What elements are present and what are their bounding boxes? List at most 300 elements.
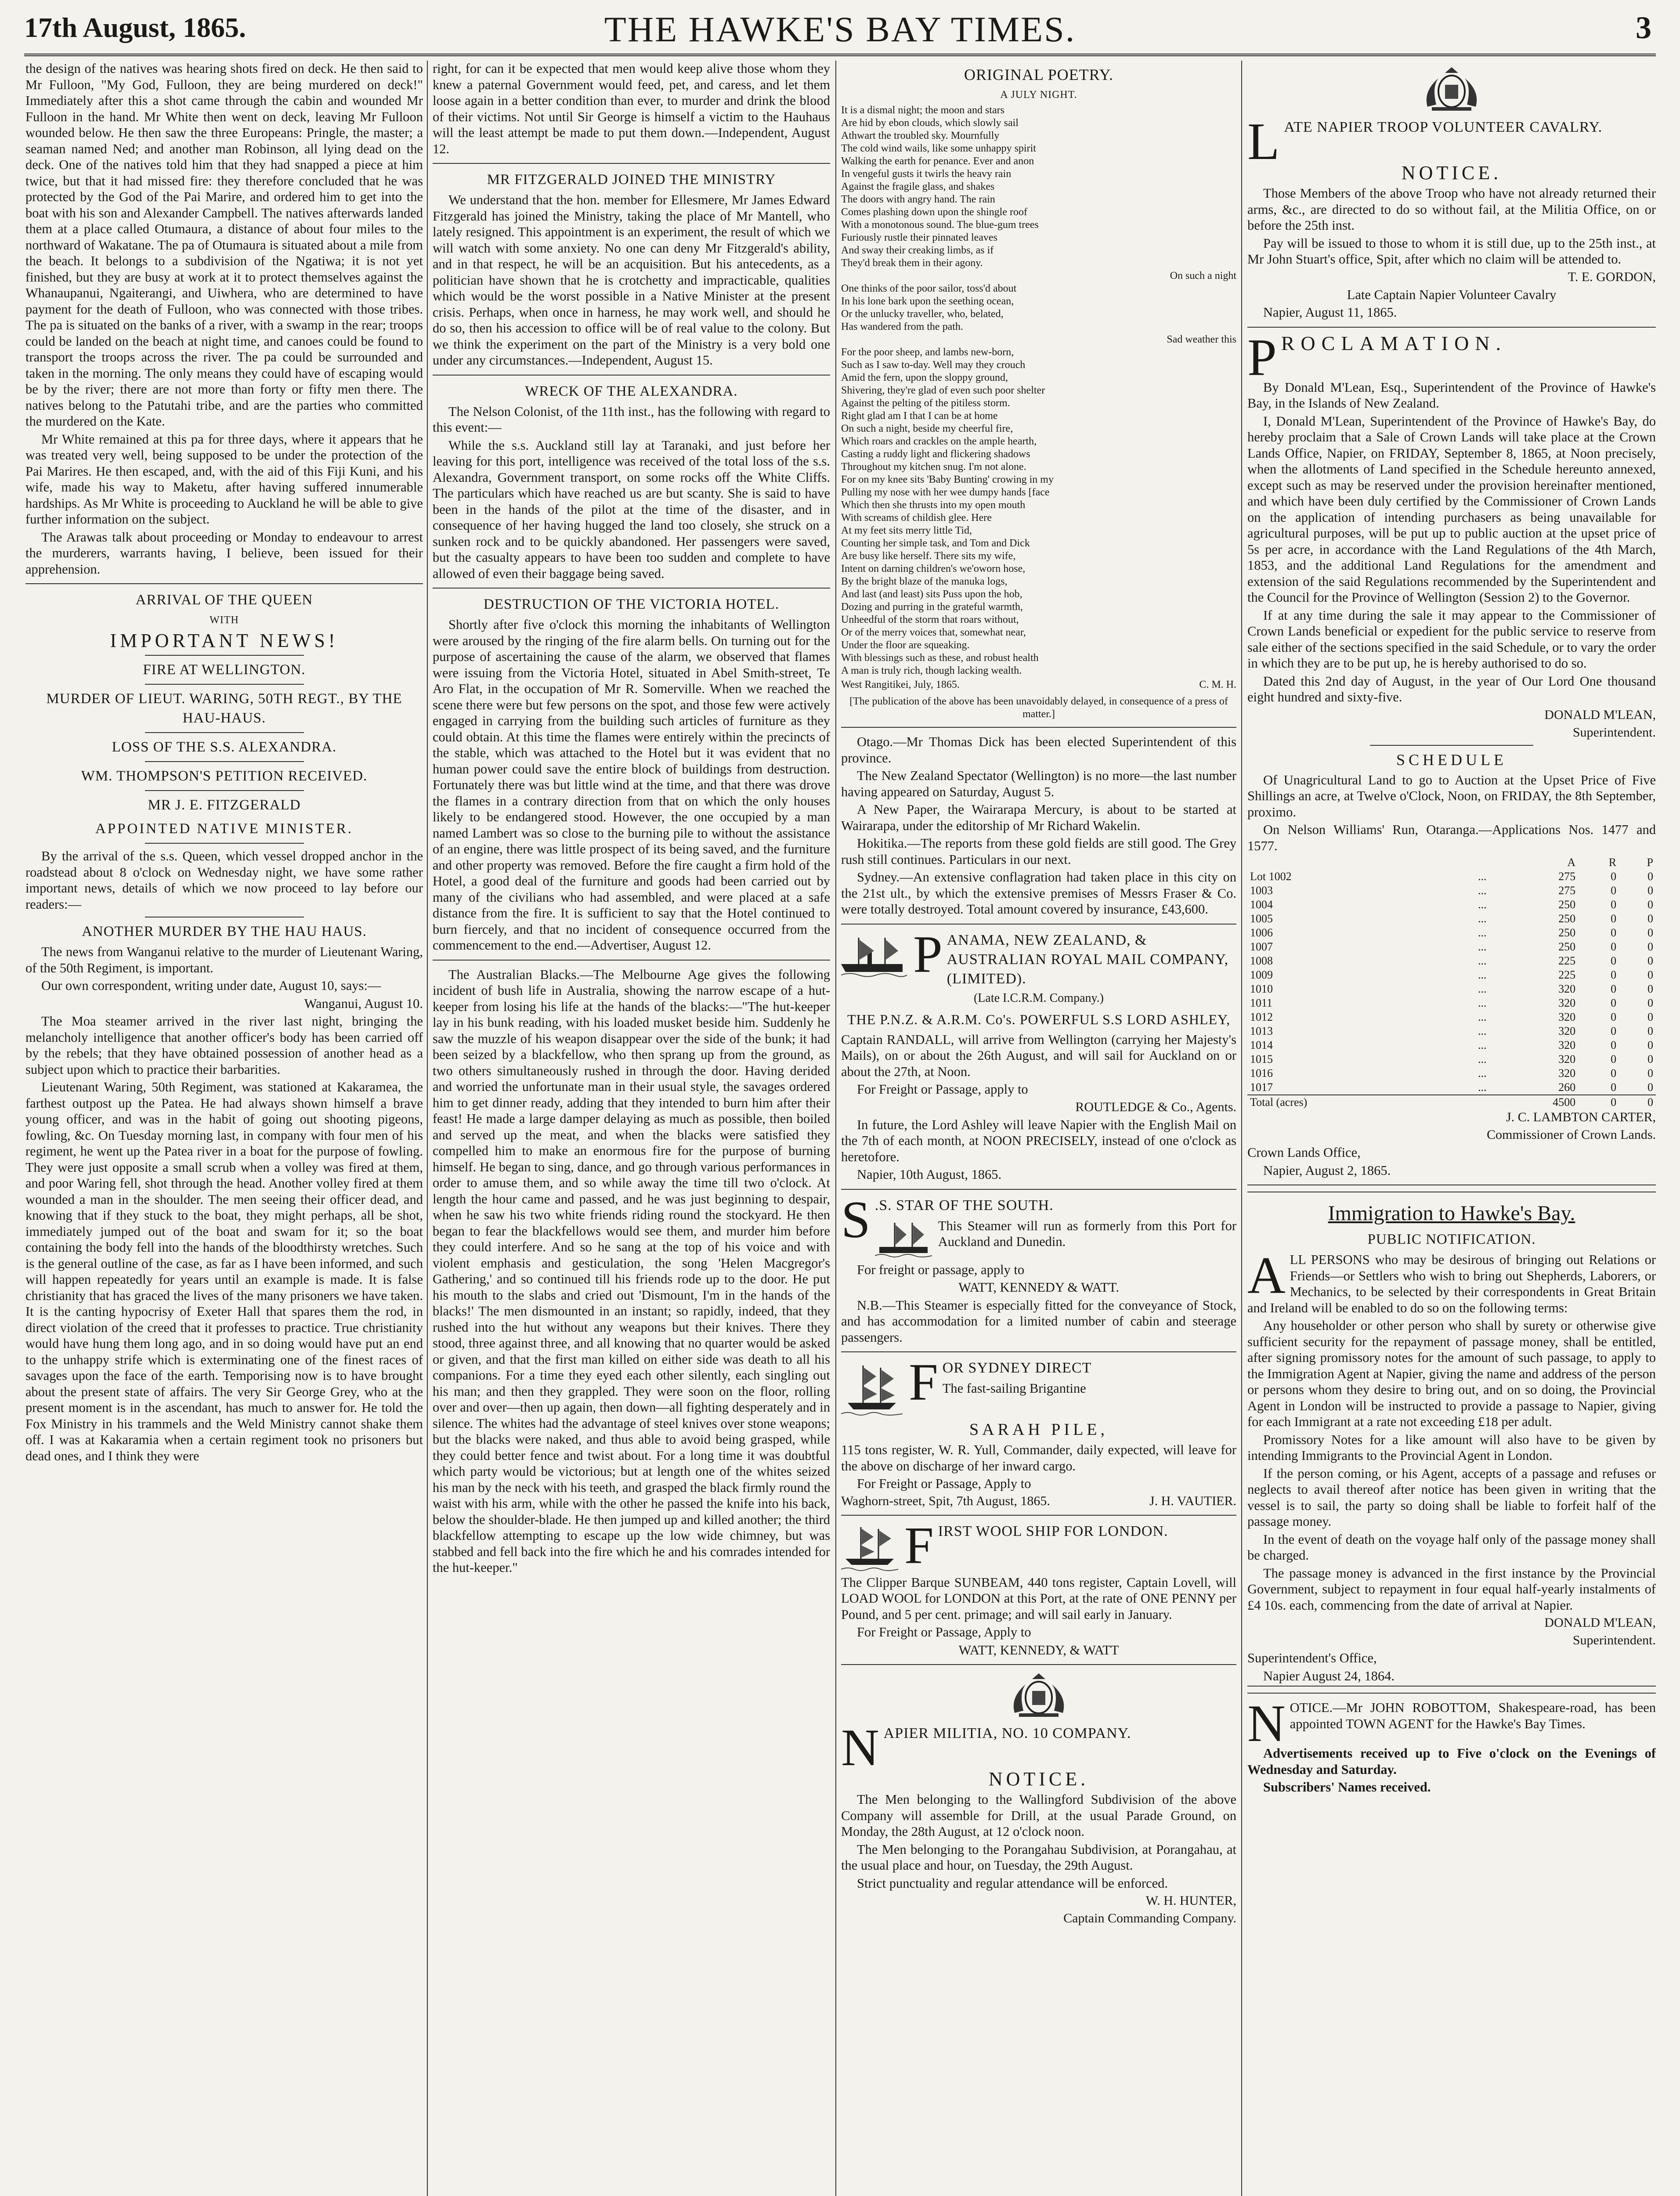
table-cell: 320 [1558,1011,1576,1023]
poem-line: On such a night [1170,270,1236,282]
advertisement-town-agent [1247,1694,1656,1795]
news-item: Hokitika.—The reports from these gold fields are still good. The Grey rush still continues. Particulars in our next. [841,836,1236,867]
table-total-row [1247,1095,1656,1109]
section-divider [25,583,423,584]
ad-signature: Commissioner of Crown Lands. [1487,1127,1656,1142]
table-row [1247,968,1656,982]
ad-text: The Men belonging to the Wallingford Subdivision of the above Company will assemble for Drill, at the usual Parade Ground, on Monday, the 28th August, at 12 o'clock noon. [841,1792,1236,1839]
headline: WM. THOMPSON'S PETITION RECEIVED. [81,768,368,784]
leader-dots: ... [1478,1081,1487,1094]
poem-place: West Rangitikei, July, 1865. [841,679,960,690]
table-cell: 0 [1647,870,1653,883]
column-3 [841,61,1236,2196]
poem-title: A JULY NIGHT. [1000,89,1077,101]
column-rule [1241,61,1242,2196]
headline: FIRE AT WELLINGTON. [143,662,306,678]
ad-text: Any householder or other person who shall by surety or otherwise give sufficient security for the repayment of passage money, shall be entitled, after signing promissory notes for the amount of such passage, to apply to the Immigration Agent at Napier, giving the name and address of the person or persons whom they desire to bring out, and on so doing, the Provincial Agent in London will be instructed to provide a passage to Napier, giving for each Immigrant at a rate not exceeding £18 per adult. [1247,1318,1656,1429]
leader-dots: ... [1478,997,1487,1009]
ad-text: Captain RANDALL, will arrive from Wellington (carrying her Majesty's Mails), on or about the 26th August, and will sail for Auckland on or about the 27th, at Noon. [841,1032,1236,1079]
headline: WRECK OF THE ALEXANDRA. [525,383,738,399]
ad-notice: NOTICE. [1401,162,1502,184]
ad-text: Crown Lands Office, [1247,1145,1361,1160]
poem-line: Intent on darning children's we'oworn hose, [841,563,1026,574]
poem-line: Casting a ruddy light and flickering shadows [841,448,1030,460]
poem-line: One thinks of the poor sailor, toss'd about [841,283,1017,294]
poem-line: Which roars and crackles on the ample hearth, [841,436,1037,447]
section-divider [433,960,830,961]
table-row [1247,870,1656,884]
table-row [1247,1066,1656,1080]
table-cell: 0 [1611,1025,1617,1037]
ad-text: The Men belonging to the Porangahau Subdivision, at Porangahau, at the usual place and hour, on Tuesday, the 29th August. [841,1842,1236,1873]
ad-text: If the person coming, or his Agent, accepts of a passage and refuses or neglects to avail thereof after notice has been given in writing that the vessel is to sail, the party so doing shall be liable to forfeit half of the passage money. [1247,1466,1656,1529]
ad-text: Of Unagricultural Land to go to Auction at the Upset Price of Five Shillings an acre, at Twelve o'Clock, Noon, on FRIDAY, the 8th September, proximo. [1247,772,1656,820]
ad-text: Pay will be issued to those to whom it is still due, up to the 25th inst., at Mr John Stuart's office, Spit, after which no claim will be attended to. [1247,235,1656,267]
poem-line: And sway their creaking limbs, as if [841,245,994,256]
article-paragraph: right, for can it be expected that men would keep alive those whom they knew a paternal Government would feed, pet, and caress, and let them loose again in a better condition than ever, to murder and drink the blood of their victims. Not until Sir George is himself a victim to the Hauhaus will the least attempt be made to put them down.—Independent, August 12. [433,61,830,156]
poem-line: Or the unlucky traveller, who, belated, [841,308,1004,320]
poem-line: In vengeful gusts it twirls the heavy rain [841,168,1012,180]
column-rule [835,61,836,2196]
editor-note: [The publication of the above has been unavoidably delayed, in consequence of a press of matter.] [849,696,1228,720]
leader-dots: ... [1478,1039,1487,1051]
table-cell: 0 [1611,1053,1617,1065]
advertisement-troop [1247,65,1656,321]
column-rule [427,61,428,2196]
column-4 [1247,61,1656,2196]
schedule-table [1247,856,1656,1109]
poem-line: Athwart the troubled sky. Mournfully [841,130,1000,141]
table-row [1247,1080,1656,1095]
leader-dots: ... [1478,912,1487,925]
article-paragraph: While the s.s. Auckland still lay at Taranaki, and just before her leaving for this port, intelligence was received of the total loss of the s.s. Alexandra, Government transport, on some rocks off the White Cliffs. The particulars which have reached us are but scanty. She is said to have been in the hands of the pilot at the time of the disaster, and in consequence of her having hugged the land too closely, she struck on a sunken rock and to be quickly abandoned. Her passengers were saved, but the casualty appears to have been too sudden and complete to have allowed of even their baggage being saved. [433,437,830,581]
table-cell: 0 [1647,926,1653,939]
leader-dots: ... [1478,1053,1487,1065]
table-cell: Lot 1002 [1250,870,1292,883]
ad-text: Dated this 2nd day of August, in the year of Our Lord One thousand eight hundred and sixty-five. [1247,673,1656,704]
ad-headline: Immigration to Hawke's Bay. [1328,1202,1575,1225]
table-cell: 260 [1558,1081,1576,1094]
sailing-ship-icon [841,1524,898,1573]
article-paragraph: the design of the natives was hearing shots fired on deck. He then said to Mr Fulloon, "My God, Fulloon, they are being murdered on deck!" Immediately after this a shot came through the cabin and wounded Mr Fulloon in the hand. Mr White then went on deck, leaving Mr Fulloon wounded below. He then saw the three Europeans: Pringle, the master; a seaman named Ned; and another man Robinson, all lying dead on the deck. One of the natives told him that they had snapped a piece at him twice, but that it had missed fire: they therefore concluded that he was protected by the God of the Pai Marire, and ordered him to get into the boat with his son and Alexander Campbell. The natives afterwards landed them at a place called Otumaura, a distance of about four miles to the northward of Wakatane. The pa of Otumaura is situated about a mile from the beach. It belongs to a subdivision of the Ngatiwa; it is not yet finished, but they are busy at work at it to protect themselves against the Whanaupanui, Ngaiterangi, and Uiwhera, who are determined to have payment for the death of Fulloon, who was connected with those tribes. The pa is situated on the banks of a river, with a swamp in the rear; troops could be landed on the beach at night time, and canoes could be found to transport the troops across the river. The pa could be surrounded and taken in the morning. The only means they could have of escaping would be by the river; there are not more than forty or fifty men there. The natives belong to the Patutahi tribe, and are the parties who committed the murdered on the Kate. [25,61,423,429]
ad-ship-name: SARAH PILE, [969,1420,1109,1439]
ad-notice: NOTICE. [988,1768,1089,1790]
dateline: Wanganui, August 10. [304,996,423,1011]
poem-line: Are hid by ebon clouds, which slowly sail [841,117,1019,129]
ship-icon [875,1221,932,1260]
ad-agent: J. H. VAUTIER. [1149,1493,1236,1508]
article-paragraph: Shortly after five o'clock this morning the inhabitants of Wellington were aroused by the ringing of the fire alarm bells. On turning out for the purpose of ascertaining the cause of the alarm, we observed that flames were issuing from the Victoria Hotel, situated in Abel Smith-street, Te Aro Flat, in the occupation of Mr R. Somerville. When we reached the scene there were but few persons on the spot, and those few were actively engaged in carrying from the building such articles of furniture as they could obtain. At this time the flames were entirely within the precincts of the stable, which was attached to the Hotel but it was evident that no human power could save the entire block of buildings from destruction. Fortunately there was but little wind at the time, and that there was drove the flames in a contrary direction from that on which the only houses likely to be endangered stood. However, the one occupied by a man named Lambert was so close to the burning pile to without the assistance of an engine, there was little prospect of its being saved, and the furniture and other property was removed. Before the fire caught a firm hold of the Hotel, a good deal of the furniture and goods had been carried out by many of the civilians who had assembled, and were placed at a safe distance from the fire. It is sufficient to say that the Hotel continued to burn fiercely, and that no incident of consequence occurred from the commencement to the end.—Advertiser, August 12. [433,617,830,953]
page-number: 3 [1636,10,1651,45]
table-cell: 0 [1611,926,1617,939]
ad-text: 115 tons register, W. R. Yull, Commander, daily expected, will leave for the above on discharge of her inward cargo. [841,1442,1236,1474]
advertisement-wool [841,1516,1236,1658]
table-cell: 1011 [1250,997,1273,1009]
poem-line: Furiously rustle their pinnated leaves [841,232,997,243]
poem-line: Which then she thrusts into my open mouth [841,499,1026,511]
ad-text: OTICE.—Mr JOHN ROBOTTOM, Shakespeare-road, has been appointed TOWN AGENT for the Hawke's Bay Times. [1290,1700,1656,1731]
issue-date: 17th August, 1865. [24,12,246,43]
poem-line: Counting her simple task, and Tom and Dick [841,538,1030,549]
dropcap-p: P [913,925,943,983]
poem-line: For on my knee sits 'Baby Bunting' crowing in my [841,474,1054,485]
table-cell: 0 [1611,940,1617,953]
section-divider [841,1189,1236,1190]
table-cell: 1006 [1250,926,1273,939]
table-cell: 1017 [1250,1081,1273,1094]
section-divider [1247,1693,1656,1694]
headline: IMPORTANT NEWS! [110,630,339,651]
poem-line: With a monotonous sound. The blue-gum trees [841,219,1039,231]
divider [145,790,304,791]
table-row [1247,926,1656,940]
table-cell: 1004 [1250,898,1273,911]
ad-signature: W. H. HUNTER, [1145,1893,1236,1908]
advertisement-sydney [841,1353,1236,1509]
royal-crest-icon [1006,1671,1072,1719]
ad-text: Strict punctuality and regular attendance will be enforced. [857,1875,1168,1891]
advertisement-star [841,1190,1236,1346]
table-cell: Total (acres) [1250,1096,1308,1109]
poem-line: Shivering, they're glad of even such poor shelter [841,385,1045,396]
ad-text: For Freight or Passage, Apply to [857,1476,1031,1491]
news-item: Sydney.—An extensive conflagration had taken place in this city on the 21st ult., by which the extensive premises of Messrs Fraser & Co. were totally destroyed. Total amount covered by insurance, £43,600. [841,870,1236,917]
poem-line: For the poor sheep, and lambs new-born, [841,347,1014,358]
ad-headline: OR SYDNEY DIRECT [942,1360,1092,1376]
poem-line: They'd break them in their agony. [841,257,983,269]
poem-line: With screams of childish glee. Here [841,512,992,524]
column-header: R [1608,856,1617,869]
table-cell: 1007 [1250,940,1273,953]
news-item: The New Zealand Spectator (Wellington) is no more—the last number having appeared on Saturday, August 5. [841,768,1236,799]
poem-line: Are busy like herself. There sits my wife, [841,550,1016,562]
poem [841,104,1236,677]
table-cell: 1003 [1250,884,1273,897]
leader-dots: ... [1478,954,1487,967]
table-cell: 1008 [1250,954,1273,967]
ad-text: In the event of death on the voyage half only of the passage money shall be charged. [1247,1531,1656,1563]
ad-signature: T. E. GORDON, [1568,269,1656,284]
dropcap-n: N [1247,1694,1286,1752]
proclamation [1247,328,1656,1179]
ad-text: This Steamer will run as formerly from this Port for Auckland and Dunedin. [938,1218,1236,1249]
ad-text: The Clipper Barque SUNBEAM, 440 tons register, Captain Lovell, will LOAD WOOL for LONDON at this Port, at the rate of ONE PENNY per Pound, and 5 per cent. primage; and will sail early in January. [841,1575,1236,1622]
divider [1370,745,1533,746]
poem-line: Throughout my kitchen snug. I'm not alone. [841,461,1026,473]
headline: DESTRUCTION OF THE VICTORIA HOTEL. [484,596,779,612]
table-cell: 250 [1558,926,1576,939]
table-row [1247,912,1656,926]
ad-text: N.B.—This Steamer is especially fitted for the conveyance of Stock, and has accommodation for a limited number of cabin and steerage passengers. [841,1297,1236,1345]
divider [145,761,304,762]
ad-text: If at any time during the sale it may appear to the Commissioner of Crown Lands beneficial or expedient for the public service to reserve from sale either of the sections specified in the said Schedule, or to vary the order in which they are to be put up, he is hereby authorised to do so. [1247,607,1656,671]
ad-signature: J. C. LAMBTON CARTER, [1506,1110,1656,1124]
ad-headline: .S. STAR OF THE SOUTH. [874,1197,1054,1214]
poem-line: It is a dismal night; the moon and stars [841,105,1004,116]
column-1 [25,61,423,2196]
leader-dots: ... [1478,1011,1487,1023]
table-cell: 0 [1647,1039,1653,1051]
table-cell: 0 [1611,954,1617,967]
table-cell: 320 [1558,1067,1576,1080]
news-item: A New Paper, the Wairarapa Mercury, is about to be started at Wairarapa, under the editorship of Mr Richard Wakelin. [841,802,1236,833]
ad-text: Superintendent's Office, [1247,1651,1377,1665]
table-cell: 1014 [1250,1039,1273,1051]
ad-headline: ATE NAPIER TROOP VOLUNTEER CAVALRY. [1284,119,1603,135]
ad-text: In future, the Lord Ashley will leave Napier with the English Mail on the 7th of each month, at NOON PRECISELY, instead of one o'clock as heretofore. [841,1117,1236,1164]
section-divider [1247,327,1656,328]
article-paragraph: Lieutenant Waring, 50th Regiment, was stationed at Kakaramea, the farthest outpost up the Patea. He had always shown himself a brave young officer, and was in the habit of going out shooting pigeons, fowling, &c. On Tuesday morning last, in company with four men of his regiment, he went up the Patea river in a boat for the purpose of fowling. They were just opposite a small scrub when a volley was fired at them, and poor Waring fell, shot through the head. Another volley fired at them wounded a man in the shoulder. The men seeing their officer dead, and knowing that if they stuck to the boat, they might perhaps, all be shot, immediately jumped out of the boat and swam for it; so the boat containing the body fell into the hands of the bloodthirsty wretches. Such is the general outline of the case, as far as I have been informed, and such will happen repeatedly for years until an example is made. It is false christianity that has graced the lives of the many prisoners we have taken. It is the canting hypocrisy of Exeter Hall that spares them the rod, in direct violation of the creed that it professes to practice. True christianity would have hung them long ago, and in so doing would have put an end to the unhappy strife which is exterminating one of the finest races of savages upon the face of the earth. Temporising now is to have brought about the present state of affairs. The very Sir George Grey, who at the present moment is in the ascendant, has much to answer for. He told the Fox Ministry in his trammels and the Weld Ministry cannot shake them off. I was at Kakaramia when a certain regiment took no prisoners but dead ones, and I think they were [25,1080,423,1463]
table-cell: 0 [1611,912,1617,925]
ad-text: For Freight or Passage, apply to [857,1082,1028,1097]
table-cell: 0 [1647,968,1653,981]
leader-dots: ... [1478,940,1487,953]
ad-text: Advertisements received up to Five o'clock on the Evenings of Wednesday and Saturday. [1247,1746,1656,1777]
ad-headline: ROCLAMATION. [1281,332,1507,354]
ad-ship-name: THE P.N.Z. & A.R.M. Co's. POWERFUL S.S LORD ASHLEY, [847,1011,1230,1027]
poem-line: The cold wind wails, like some unhappy spirit [841,143,1036,154]
table-cell: 0 [1611,1096,1617,1109]
poem-signature: C. M. H. [1199,679,1236,690]
leader-dots: ... [1478,982,1487,995]
royal-crest-icon [1419,65,1485,113]
ad-agent: WATT, KENNEDY & WATT. [958,1280,1119,1295]
table-cell: 0 [1611,870,1617,883]
table-cell: 0 [1647,1053,1653,1065]
ad-agent: ROUTLEDGE & Co., Agents. [1075,1099,1236,1114]
ad-date: Napier August 24, 1864. [1263,1668,1395,1683]
poem-line: In his lone bark upon the seething ocean, [841,296,1014,307]
table-cell: 1009 [1250,968,1273,981]
table-cell: 320 [1558,1025,1576,1037]
table-row [1247,954,1656,968]
leader-dots: ... [1478,926,1487,939]
ad-headline: IRST WOOL SHIP FOR LONDON. [938,1523,1168,1539]
table-cell: 275 [1558,884,1576,897]
table-cell: 0 [1611,982,1617,995]
headline: ANOTHER MURDER BY THE HAU HAUS. [82,924,367,939]
headline: ORIGINAL POETRY. [964,66,1114,83]
table-row [1247,1024,1656,1038]
ad-signature: Captain Commanding Company. [1063,1911,1236,1925]
dropcap-p: P [1247,328,1277,386]
column-header: P [1647,856,1653,869]
table-cell: 0 [1647,940,1653,953]
article-paragraph: The Nelson Colonist, of the 11th inst., has the following with regard to this event:— [433,404,830,435]
table-cell: 250 [1558,898,1576,911]
ad-signature: Superintendent. [1572,725,1656,740]
poem-line: Unheedful of the storm that roars without, [841,614,1019,625]
ad-signature: DONALD M'LEAN, [1544,1615,1656,1630]
table-cell: 0 [1611,968,1617,981]
poem-line: Or of the merry voices that, somewhat near, [841,627,1026,638]
poem-line: Against the pelting of the pitiless storm. [841,397,1010,409]
poem-line: A man is truly rich, though lacking wealth. [841,665,1022,676]
poem-line: Walking the earth for penance. Ever and anon [841,155,1034,167]
poem-line: Dozing and purring in the grateful warmth, [841,601,1023,613]
poem-line: Such as I saw to-day. Well may they crouch [841,359,1026,371]
ad-address: Waghorn-street, Spit, 7th August, 1865. [841,1493,1050,1508]
table-cell: 0 [1647,997,1653,1009]
table-cell: 1005 [1250,912,1273,925]
poem-line: On such a night, beside my cheerful fire, [841,423,1013,434]
table-cell: 0 [1647,912,1653,925]
ad-text: Promissory Notes for a like amount will also have to be given by intending Immigrants to the Provincial Agent in London. [1247,1432,1656,1463]
ad-footer [841,1494,1236,1509]
table-cell: 0 [1611,1039,1617,1051]
divider [145,655,304,656]
table-cell: 0 [1647,1025,1653,1037]
table-cell: 0 [1611,1081,1617,1094]
section-divider [841,1351,1236,1352]
poem-line: Sad weather this [1167,334,1236,345]
poem-line: The doors with angry hand. The rain [841,194,995,205]
advertisement-panama [841,925,1236,1183]
poem-footer [841,679,1236,691]
divider [145,684,304,685]
ad-text: The passage money is advanced in the first instance by the Provincial Government, subject to repayment in four equal half-yearly instalments of £4 10s. each, commencing from the date of arrival at Napier. [1247,1565,1656,1613]
leader-dots: ... [1478,870,1487,883]
poem-line: By the bright blaze of the manuka logs, [841,576,1008,587]
leader-dots: ... [1478,884,1487,897]
column-header: A [1567,856,1576,869]
section-divider [433,375,830,376]
table-cell: 0 [1611,884,1617,897]
poem-line: Amid the fern, upon the sloppy ground, [841,372,1008,383]
poem-line: Pulling my nose with her wee dumpy hands [face [841,487,1050,498]
headline: WITH [210,614,239,626]
ad-text: LL PERSONS who may be desirous of bringing out Relations or Friends—or Settlers who wish to bring out Shepherds, Laborers, or Mechanics, to be selected by their correspondents in Great Britain and Ireland will be enabled to do so on the following terms: [1247,1252,1656,1315]
dropcap-f: F [909,1353,938,1411]
table-cell: 0 [1647,1067,1653,1080]
table-cell: 0 [1647,1081,1653,1094]
table-cell: 1012 [1250,1011,1273,1023]
table-cell: 0 [1647,1011,1653,1023]
ad-text: On Nelson Williams' Run, Otaranga.—Applications Nos. 1477 and 1577. [1247,822,1656,853]
section-divider [433,588,830,589]
dropcap-f: F [904,1516,934,1575]
article-paragraph: The Arawas talk about proceeding or Monday to endeavour to arrest the murderers, warrants having, I believe, been issued for their apprehension. [25,529,423,577]
ad-headline: ANAMA, NEW ZEALAND, & AUSTRALIAN ROYAL MAIL COMPANY, (LIMITED). [947,932,1229,987]
table-cell: 0 [1647,898,1653,911]
table-cell: 320 [1558,1053,1576,1065]
ad-headline: APIER MILITIA, NO. 10 COMPANY. [883,1725,1131,1741]
masthead [24,5,1656,56]
table-cell [1445,1095,1489,1109]
leader-dots: ... [1478,1025,1487,1037]
article-paragraph: Mr White remained at this pa for three days, where it appears that he was treated very well, being supposed to be under the protection of the Pai Marires. He then escaped, and, with the aid of this Fiji Kuni, and his wife, made his way to Maketu, after having suffered innumerable hardships. As Mr White is proceeding to Auckland he will be able to give further information on the subject. [25,431,423,527]
table-cell: 320 [1558,982,1576,995]
ad-signature: Superintendent. [1572,1633,1656,1647]
section-divider [433,163,830,164]
dropcap-a: A [1247,1246,1286,1304]
table-cell: 225 [1558,968,1576,981]
advertisement-immigration [1247,1192,1656,1687]
table-row [1247,1038,1656,1052]
table-cell: 0 [1647,884,1653,897]
ad-date: Napier, August 2, 1865. [1263,1163,1391,1178]
table-cell: 1015 [1250,1053,1273,1065]
headline: MR FITZGERALD JOINED THE MINISTRY [487,172,776,188]
sailing-ship-icon [841,1361,903,1418]
poem-line: And last (and least) sits Puss upon the hob, [841,589,1022,600]
headline: ARRIVAL OF THE QUEEN [135,592,313,608]
news-item: Otago.—Mr Thomas Dick has been elected Superintendent of this province. [841,734,1236,766]
schedule-heading: SCHEDULE [1396,751,1507,769]
table-cell: 0 [1647,954,1653,967]
table-cell: 1013 [1250,1025,1273,1037]
table-cell: 320 [1558,997,1576,1009]
leader-dots: ... [1478,968,1487,981]
poem-line: Comes plashing down upon the shingle roof [841,206,1027,218]
table-cell: 1016 [1250,1067,1273,1080]
ad-date: Napier, August 11, 1865. [1263,305,1397,320]
poem-line: With blessings such as these, and robust health [841,652,1039,664]
article-paragraph: We understand that the hon. member for Ellesmere, Mr James Edward Fitzgerald has joined the Ministry, taking the place of Mr Mantell, who lately resigned. This appointment is an experiment, the result of which we will watch with some anxiety. No one can deny Mr Fitzgerald's ability, and in that respect, he will be an acquisition. But his antecedents, as a politician have shown that he is crotchetty and impracticable, qualities which would be the worst possible in a Native Minister at the present crisis. Perhaps, when once in harness, he may work well, and should he do so, then his accession to office will be of real value to the colony. But we think the experiment on the part of the Ministry is a very bold one under any circumstances.—Independent, August 15. [433,192,830,368]
table-cell: 225 [1558,954,1576,967]
divider [145,843,304,844]
article-paragraph: The news from Wanganui relative to the murder of Lieutenant Waring, of the 50th Regiment, is important. [25,944,423,975]
table-cell: 275 [1558,870,1576,883]
dropcap-l: L [1247,112,1280,170]
leader-dots: ... [1478,1067,1487,1080]
leader-dots: ... [1478,898,1487,911]
dropcap-n: N [841,1718,879,1777]
table-cell: 250 [1558,940,1576,953]
table-row [1247,1052,1656,1066]
headline: APPOINTED NATIVE MINISTER. [95,821,354,837]
poem-line: Has wandered from the path. [841,321,963,332]
table-cell: 4500 [1553,1096,1576,1109]
column-2 [433,61,830,2196]
headline: MR J. E. FITZGERALD [148,797,301,813]
section-divider [841,924,1236,925]
ad-text: I, Donald M'Lean, Superintendent of the Province of Hawke's Bay, do hereby proclaim that a Sale of Crown Lands will take place at the Crown Lands Office, Napier, on FRIDAY, September 8, 1865, at Noon precisely, when the allotments of Land specified in the Schedule hereunto annexed, except such as may be reserved under the provision hereinafter mentioned, and which have been duly certified by the Commissioner of Crown Lands on the application of intending purchasers as being unavailable for agricultural purposes, will be put up to public auction at the upset price of 5s per acre, in accordance with the Land Regulations of the 4th March, 1853, and the additional Land Regulations for the amendment and extension of the said Regulations recommended by the Superintendent and the Council for the Province of Wellington (Session 2) to the Governor. [1247,413,1656,605]
dropcap-s: S [841,1190,871,1249]
table-row [1247,940,1656,954]
ad-text: For Freight or Passage, Apply to [857,1625,1031,1640]
table-row [1247,996,1656,1010]
advertisement-militia [841,1671,1236,1926]
table-row [1247,898,1656,912]
section-divider [841,1515,1236,1516]
table-cell: 0 [1611,1067,1617,1080]
ad-date: Napier, 10th August, 1865. [857,1167,1002,1182]
ad-text: By Donald M'Lean, Esq., Superintendent of the Province of Hawke's Bay, in the Islands of New Zealand. [1247,379,1656,411]
table-row [1247,884,1656,898]
poem-line: Under the floor are squeaking. [841,639,970,651]
article-paragraph: Our own correspondent, writing under date, August 10, says:— [41,978,381,993]
table-cell: 0 [1647,982,1653,995]
table-cell: 0 [1611,997,1617,1009]
article-paragraph: The Moa steamer arrived in the river last night, bringing the melancholy intelligence that another officer's body has been carried off by the rebels; that they have obtained possession of another head as a subject upon which to practice their barbarities. [25,1014,423,1077]
section-divider [841,727,1236,728]
table-row [1247,982,1656,996]
article-paragraph: The Australian Blacks.—The Melbourne Age gives the following incident of bush life in Australia, showing the narrow escape of a hut-keeper from losing his life at the hands of the blacks:—"The hut-keeper lay in his bunk reading, with his loaded musket beside him. Suddenly he saw the muzzle of his weapon disappear over the side of the bunk; it had been seized by a blackfellow, who then sprang up from the ground, as two others simultaneously rushed in through the door. Having derided and worried the unfortunate man in their usual style, the savages ordered him to get dinner ready, adding that they intended to burn him after their feast! He made a large damper delaying as much as possible, then boiled and served up the meat, and when the blacks were satisfied they compelled him to make an enormous fire for the purpose of burning himself. He began to sing, dance, and go through various performances in order to amuse them, and so while away the time till two o'clock. At length the hour came and passed, and he was just beginning to despair, when he saw his two white friends riding round the stockyard. He then began to fear the blackfellows would see them, and murder him before they could interfere. And so he sang at the top of his voice and with violent emphasis and gesticulation, the song 'Helen Macgregor's Gathering,' and so continued till his friends rode up to the door. He put his mouth to the slabs and cried out 'Dismount, I'm in the hands of the blacks!' The men dismounted in an instant; so rapidly, indeed, that they rushed into the hut without any weapons but their knives. There they stood, three against three, and all knowing that no quarter would be asked or given, and that the first man killed on either side was death to all his companions. For a time they eyed each other silently, each singling out his man; and then they grappled. They were soon on the floor, rolling over and over—then up again, then down—all fighting desperately and in silence. The whites had the advantage of steel knives over stone weapons; but the blacks were naked, and thus able to avoid being grasped, while they could better fence and twist about. For a long time it was doubtful which party would be victorious; but at length one of the whites seized his man by the neck with his teeth, and grasped the black firmly round the waist with his arm, while with the other he passed the knife into his back, below the shoulder-blade. He then jumped up and killed another; the third blackfellow attempting to escape up the low wide chimney, but was stabbed and fell back into the fire which he and his comrades intended for the hut-keeper." [433,967,830,1575]
ad-sub: (Late I.C.R.M. Company.) [973,991,1104,1005]
ad-text: The fast-sailing Brigantine [942,1381,1086,1396]
ad-text: For freight or passage, apply to [857,1262,1025,1277]
ad-subheading: PUBLIC NOTIFICATION. [1367,1232,1536,1247]
poem-line: Right glad am I that I can be at home [841,410,998,422]
headline: MURDER OF LIEUT. WARING, 50TH REGT., BY THE HAU-HAUS. [46,691,402,726]
ad-signature: Late Captain Napier Volunteer Cavalry [1347,287,1557,302]
table-cell: 0 [1611,1011,1617,1023]
ad-text: Those Members of the above Troop who have not already returned their arms, &c., are directed to do so without fail, at the Militia Office, on or before the 25th inst. [1247,186,1656,233]
poem-line: Against the fragile glass, and shakes [841,181,995,192]
table-cell: 0 [1647,1096,1653,1109]
divider [145,732,304,733]
